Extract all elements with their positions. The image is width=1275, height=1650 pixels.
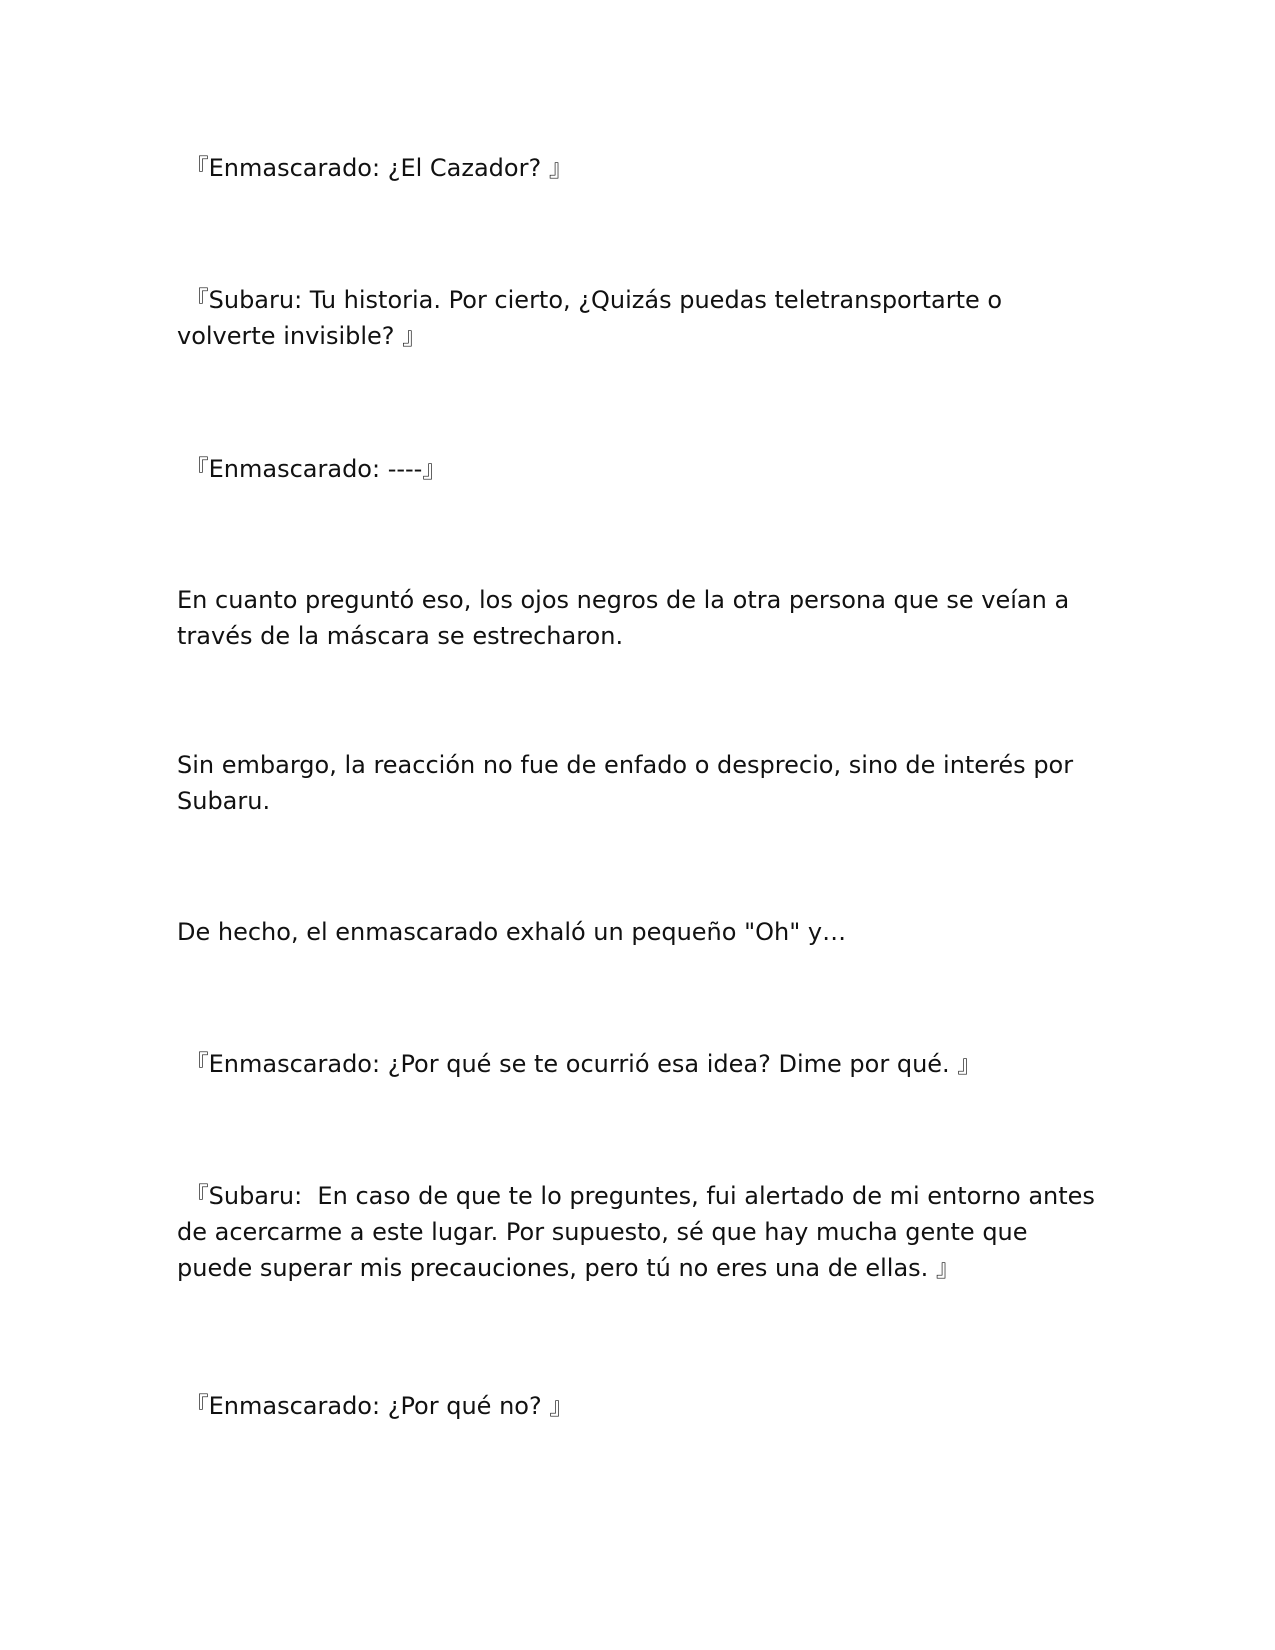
dialogue-line: 『Enmascarado: ¿El Cazador? 』 xyxy=(177,154,573,182)
narration-paragraph: Sin embargo, la reacción no fue de enfado o desprecio, sino de interés por Subaru. xyxy=(177,751,1081,815)
dialogue-line: 『Enmascarado: ¿Por qué no? 』 xyxy=(177,1392,574,1420)
dialogue-line: 『Enmascarado: ----』 xyxy=(177,455,447,483)
dialogue-line: 『Enmascarado: ¿Por qué se te ocurrió esa idea? Dime por qué. 』 xyxy=(177,1050,982,1078)
narration-paragraph: En cuanto preguntó eso, los ojos negros de la otra persona que se veían a través de la máscara se estrecharon. xyxy=(177,586,1077,650)
narration-paragraph: De hecho, el enmascarado exhaló un pequeño "Oh" y… xyxy=(177,918,847,946)
dialogue-line: 『Subaru: En caso de que te lo preguntes, fui alertado de mi entorno antes de acercarme a este lugar. Por supuesto, sé que hay mucha gente que puede superar mis precauciones, pero tú no eres una de ellas. 』 xyxy=(177,1182,1103,1282)
dialogue-line: 『Subaru: Tu historia. Por cierto, ¿Quizás puedas teletransportarte o volverte invisible? 』 xyxy=(177,286,1010,350)
